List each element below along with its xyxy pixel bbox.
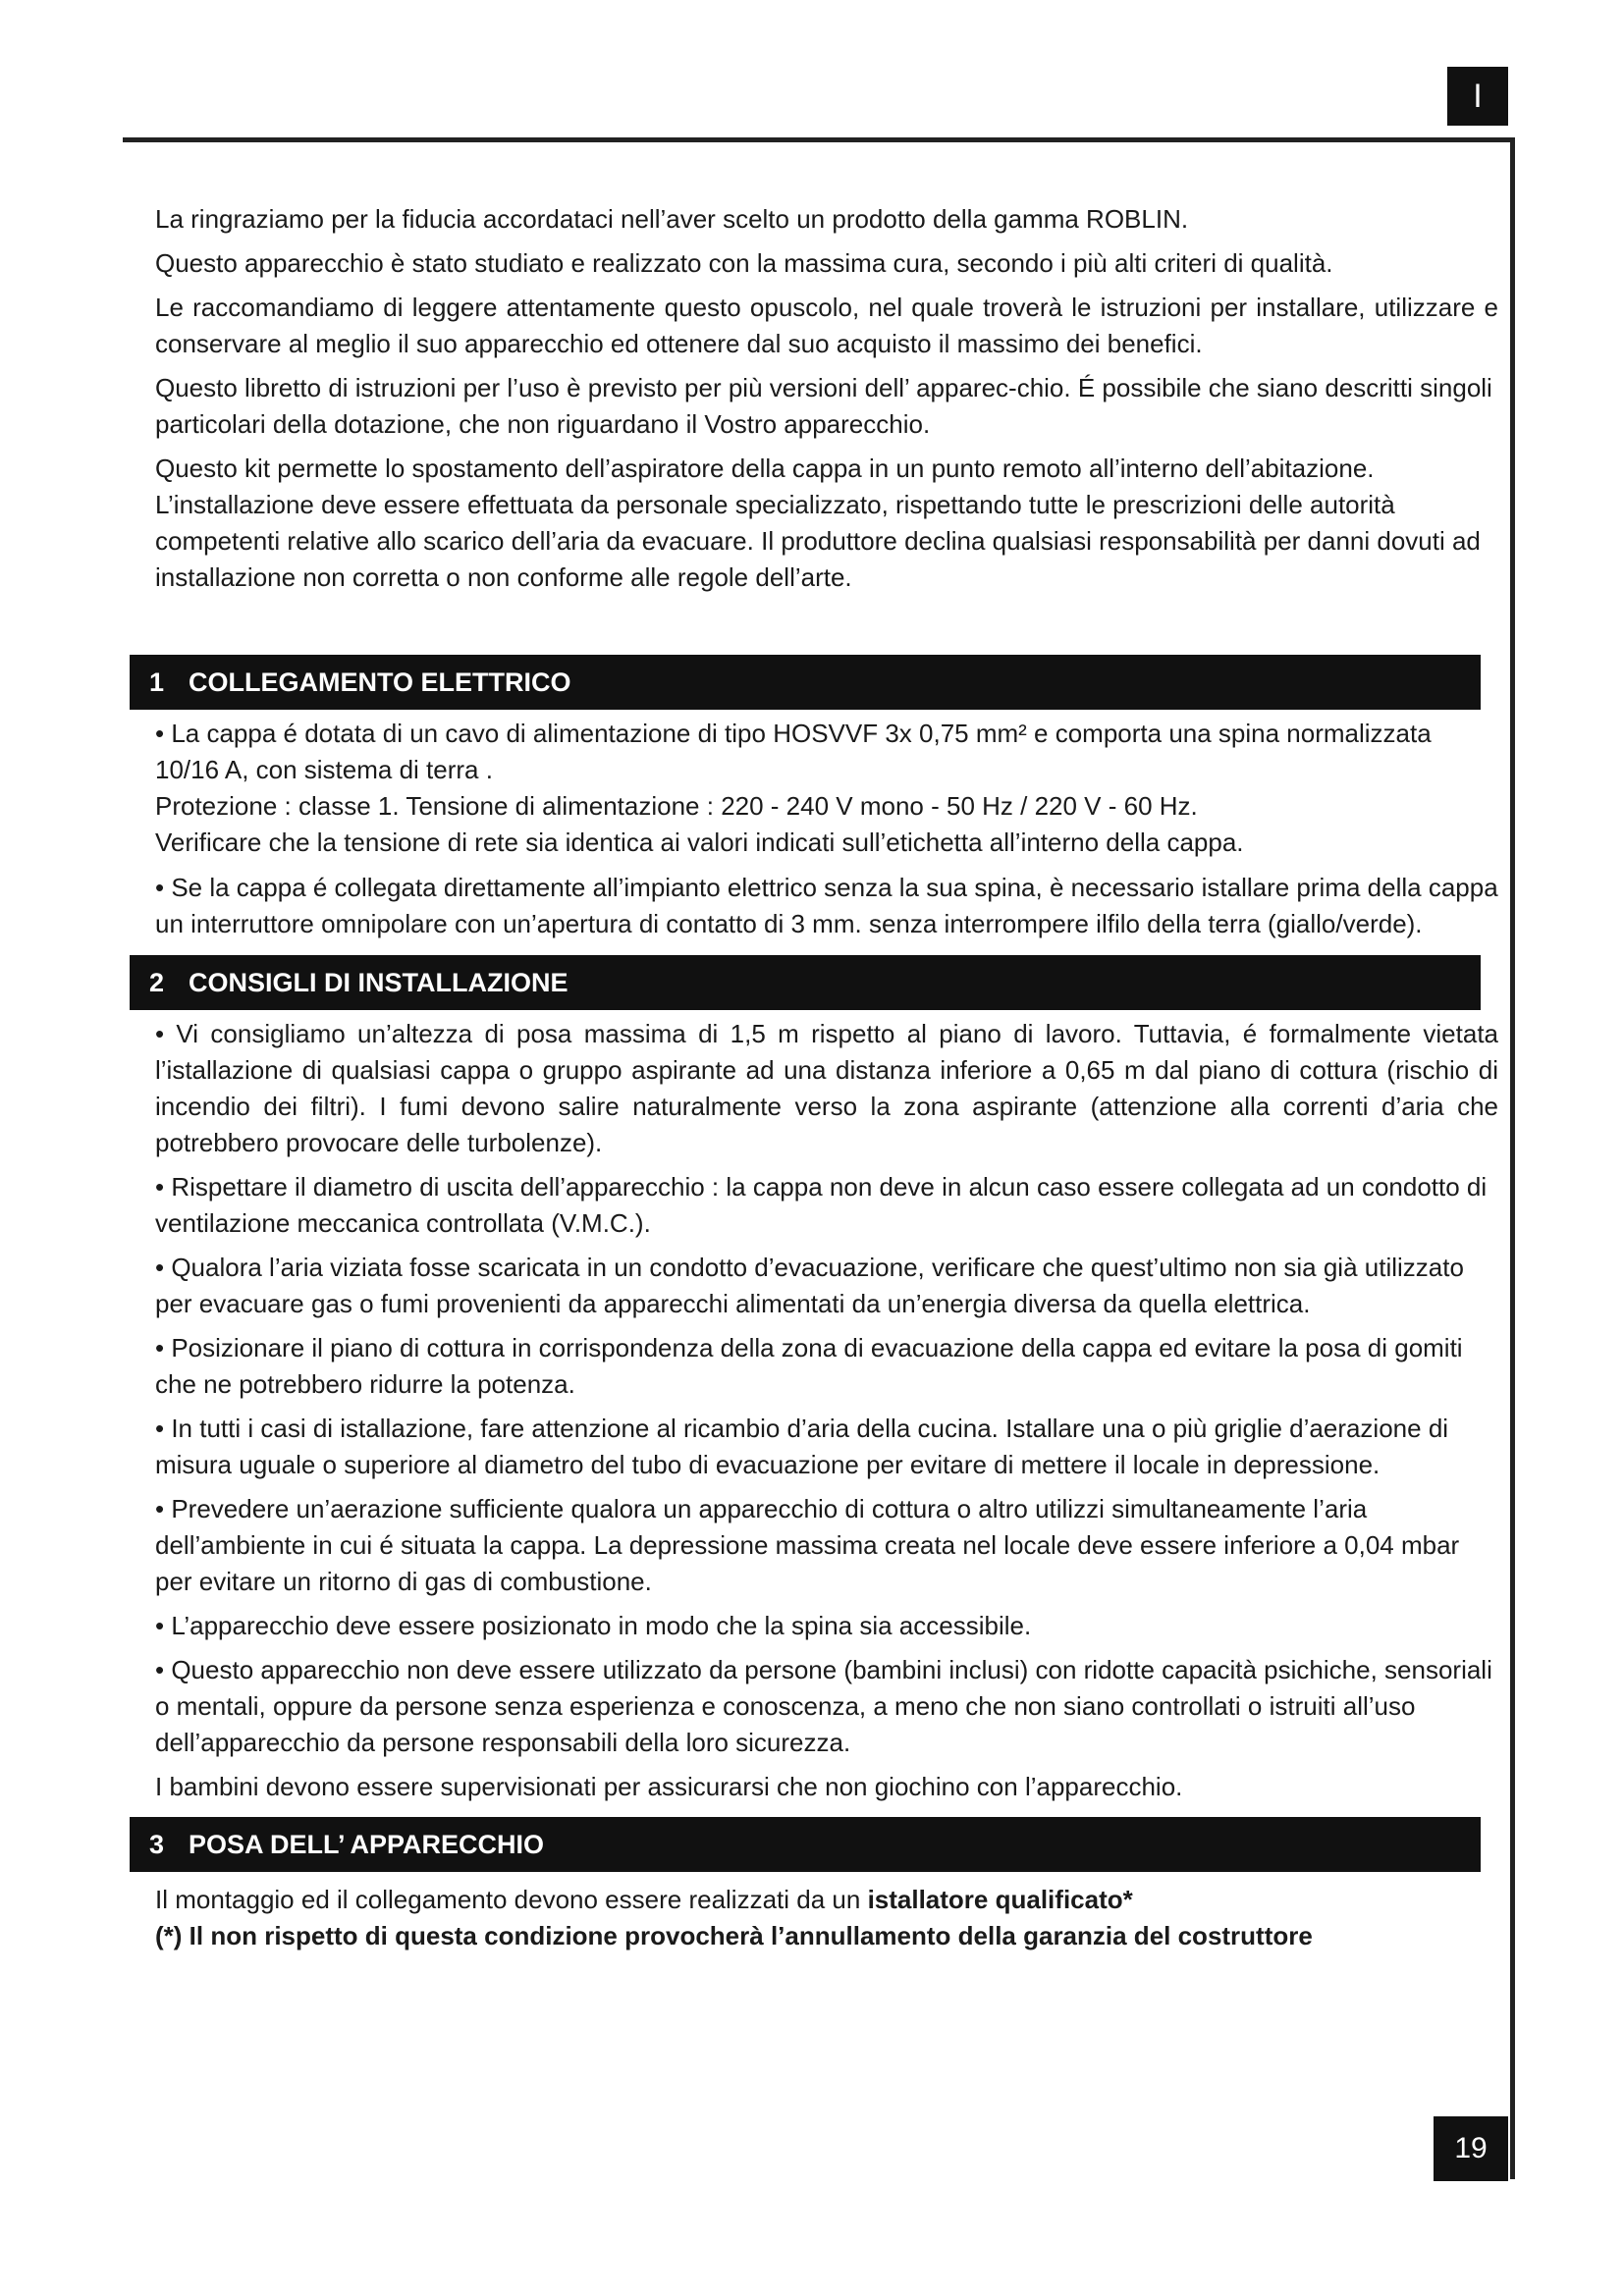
intro-paragraph: Le raccomandiamo di leggere attentamente questo opuscolo, nel quale troverà le istruzioni per installare, utilizzare e conservare al meglio il suo apparecchio ed ottenere dal suo acquisto il massimo dei benefici. (155, 293, 1498, 358)
paragraph: Verificare che la tensione di rete sia identica ai valori indicati sull’etichetta all’interno della cappa. (155, 828, 1244, 857)
intro-paragraph: Questo libretto di istruzioni per l’uso è previsto per più versioni dell’ apparec-chio. É possibile che siano descritti singoli particolari della dotazione, che non riguardano il Vostro apparecchio. (155, 373, 1492, 439)
bullet-paragraph: • Qualora l’aria viziata fosse scaricata in un condotto d’evacuazione, verificare che quest’ultimo non sia già utilizzato per evacuare gas o fumi provenienti da apparecchi alimentati da un’energia diversa da quella elettrica. (155, 1253, 1464, 1318)
paragraph (155, 1882, 1498, 1918)
qualified-installer-text: istallatore qualificato* (867, 1885, 1133, 1914)
section-body-collegamento-elettrico (155, 710, 1498, 955)
paragraph: Protezione : classe 1. Tensione di alimentazione : 220 - 240 V mono - 50 Hz / 220 V - 60 Hz. (155, 791, 1198, 821)
page-content (149, 201, 1498, 1967)
bullet-paragraph: • Vi consigliamo un’altezza di posa massima di 1,5 m rispetto al piano di lavoro. Tuttavia, é formalmente vietata l’istallazione di qualsiasi cappa o gruppo aspirante ad una distanza inferiore a 0,65 m dal piano di cottura (rischio di incendio dei filtri). I fumi devono salire naturalmente verso la zona aspirante (attenzione alla correnti d’aria che potrebbero provocare delle turbolenze). (155, 1019, 1498, 1157)
bullet-paragraph: • Rispettare il diametro di uscita dell’apparecchio : la cappa non deve in alcun caso essere collegata ad un condotto di ventilazione meccanica controllata (V.M.C.). (155, 1172, 1488, 1238)
section-heading-consigli-di-installazione (130, 955, 1481, 1010)
intro-paragraph: Questo kit permette lo spostamento dell’aspiratore della cappa in un punto remoto all’interno dell’abitazione. L’installazione deve essere effettuata da personale specializzato, rispettando tutte le prescrizioni delle autorità competenti relative allo scarico dell’aria da evacuare. Il produttore declina qualsiasi responsabilità per danni dovuti ad installazione non corretta o non conforme alle regole dell’arte. (155, 454, 1481, 592)
intro-paragraph: Questo apparecchio è stato studiato e realizzato con la massima cura, secondo i più alti criteri di qualità. (155, 248, 1333, 278)
section-heading-collegamento-elettrico (130, 655, 1481, 710)
lead-text: Il montaggio ed il collegamento devono essere realizzati da un (155, 1885, 868, 1914)
bullet-paragraph: • Questo apparecchio non deve essere utilizzato da persone (bambini inclusi) con ridotte capacità psichiche, sensoriali o mentali, oppure da persone senza esperienza e conoscenza, a meno che non siano controllati o istruiti all’uso dell’apparecchio da persone responsabili della loro sicurezza. (155, 1655, 1492, 1757)
section-body-posa-dell-apparecchio (155, 1872, 1498, 1967)
bullet-paragraph: • Prevedere un’aerazione sufficiente qualora un apparecchio di cottura o altro utilizzi simultaneamente l’aria dell’ambiente in cui é situata la cappa. La depressione massima creata nel locale deve essere inferiore a 0,04 mbar per evitare un ritorno di gas di combustione. (155, 1494, 1460, 1596)
section-number: 1 (149, 667, 165, 697)
bullet-paragraph: • Posizionare il piano di cottura in corrispondenza della zona di evacuazione della cappa ed evitare la posa di gomiti che ne potrebbero ridurre la potenza. (155, 1333, 1463, 1399)
side-rule (1510, 137, 1515, 2179)
section-heading-posa-dell-apparecchio (130, 1817, 1481, 1872)
warranty-warning: (*) Il non rispetto di questa condizione provocherà l’annullamento della garanzia del costruttore (155, 1921, 1313, 1950)
bullet-paragraph: • In tutti i casi di istallazione, fare attenzione al ricambio d’aria della cucina. Istallare una o più griglie d’aerazione di misura uguale o superiore al diametro del tubo di evacuazione per evitare di mettere il locale in depressione. (155, 1414, 1449, 1479)
bullet-paragraph: • La cappa é dotata di un cavo di alimentazione di tipo HOSVVF 3x 0,75 mm² e comporta una spina normalizzata 10/16 A, con sistema di terra . (155, 719, 1432, 784)
page-number: 19 (1434, 2116, 1508, 2181)
section-number: 2 (149, 968, 165, 997)
language-tab: I (1447, 67, 1508, 126)
bullet-paragraph: • Se la cappa é collegata direttamente all’impianto elettrico senza la sua spina, è necessario istallare prima della cappa un interruttore omnipolare con un’apertura di contatto di 3 mm. senza interrompere ilfilo della terra (giallo/verde). (155, 873, 1498, 938)
section-title: POSA DELL’ APPARECCHIO (189, 1830, 545, 1859)
top-rule (123, 137, 1514, 142)
section-title: CONSIGLI DI INSTALLAZIONE (189, 968, 568, 997)
intro-paragraph: La ringraziamo per la fiducia accordataci nell’aver scelto un prodotto della gamma ROBLIN. (155, 204, 1189, 234)
paragraph: I bambini devono essere supervisionati per assicurarsi che non giochino con l’apparecchio. (155, 1772, 1183, 1801)
bullet-paragraph: • L’apparecchio deve essere posizionato in modo che la spina sia accessibile. (155, 1611, 1032, 1640)
section-number: 3 (149, 1830, 165, 1859)
section-body-consigli-di-installazione (155, 1010, 1498, 1817)
section-title: COLLEGAMENTO ELETTRICO (189, 667, 571, 697)
intro (155, 201, 1498, 596)
